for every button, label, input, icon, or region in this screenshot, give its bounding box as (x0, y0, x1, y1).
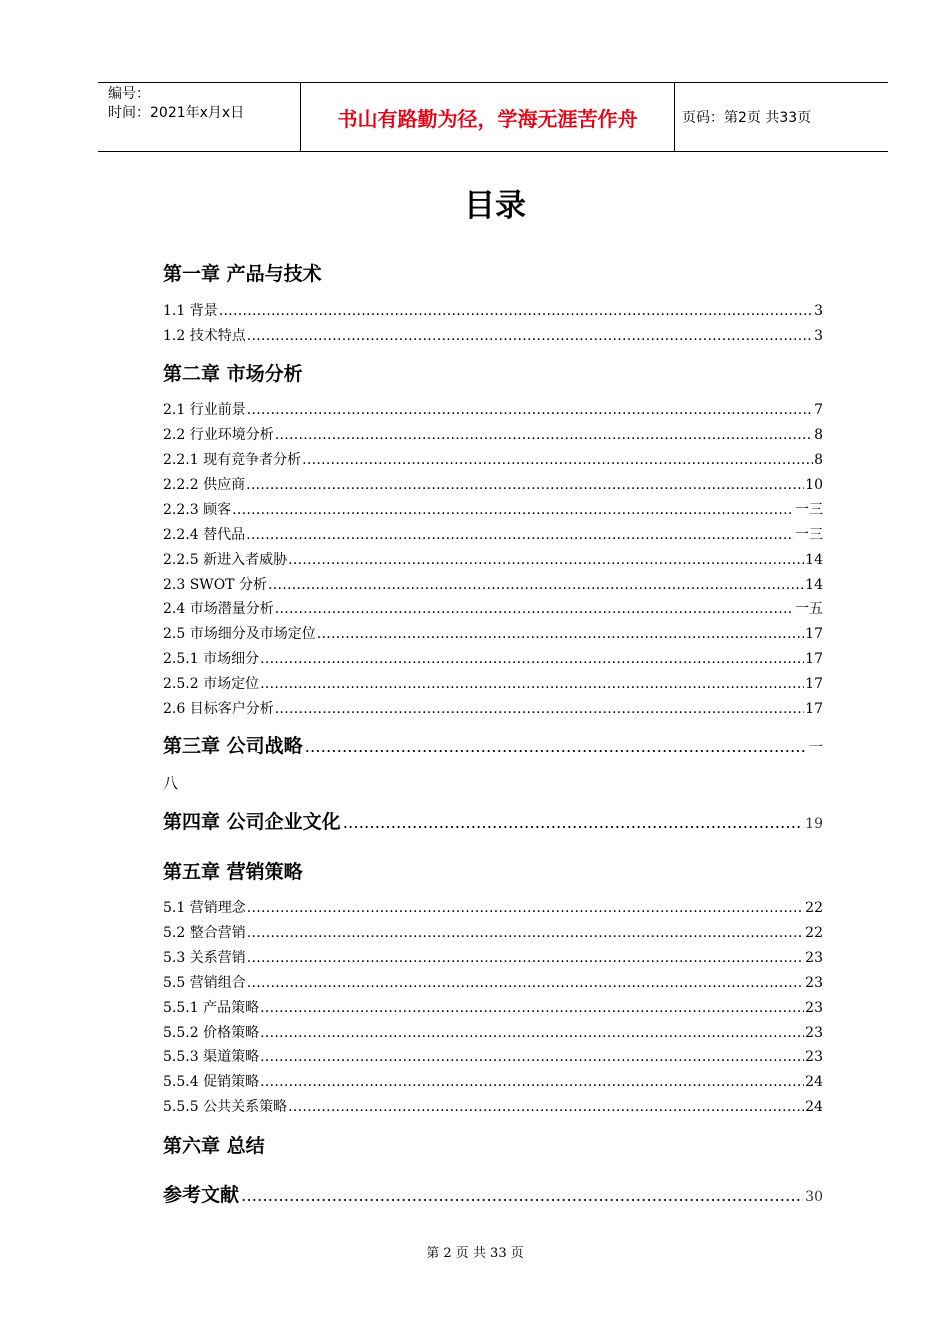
header-motto-cell (300, 83, 675, 151)
toc-entry[interactable] (163, 401, 823, 419)
toc-entry-page: 22 (805, 900, 823, 916)
toc-entry[interactable] (163, 1048, 823, 1066)
toc-entry-label: 2.4 市场潜量分析 (163, 601, 274, 617)
dot-leader (247, 949, 804, 967)
toc-entry-page: 30 (805, 1189, 823, 1205)
toc-entry-page: 一三 (795, 527, 823, 543)
toc-entry-page: 8 (814, 452, 823, 468)
dot-leader (260, 650, 804, 668)
toc-entry[interactable] (163, 974, 823, 992)
toc-entry-label: 5.1 营销理念 (163, 900, 246, 916)
dot-leader (247, 899, 804, 917)
toc-entry-page: 24 (805, 1074, 823, 1090)
dot-leader (260, 1073, 804, 1091)
dot-leader (232, 501, 794, 519)
toc-entry-label: 2.2 行业环境分析 (163, 427, 274, 443)
toc-entry-label: 5.5.5 公共关系策略 (163, 1099, 288, 1115)
dot-leader (247, 924, 804, 942)
toc-entry-label: 2.2.2 供应商 (163, 477, 246, 493)
toc-entry-label: 5.5.4 促销策略 (163, 1074, 260, 1090)
toc-entry-page: 17 (805, 676, 823, 692)
toc-entry-label: 5.5 营销组合 (163, 975, 246, 991)
toc-entry-page: 23 (805, 1025, 823, 1041)
chapter-heading: 第一章 产品与技术 (163, 263, 322, 285)
toc-entry[interactable] (163, 899, 823, 917)
chapter-heading: 第三章 公司战略 (163, 735, 303, 757)
toc-entry[interactable] (163, 526, 823, 544)
dot-leader (246, 476, 804, 494)
toc-chapter-entry[interactable] (163, 734, 823, 758)
dot-leader (260, 675, 804, 693)
toc-entry-page: 一三 (795, 502, 823, 518)
toc-entry[interactable] (163, 999, 823, 1017)
page-header (98, 82, 888, 152)
toc-entry[interactable] (163, 1024, 823, 1042)
toc-entry[interactable] (163, 1073, 823, 1091)
toc-entry-label: 2.1 行业前景 (163, 402, 246, 418)
toc-entry-page: 17 (805, 651, 823, 667)
toc-entry[interactable] (163, 302, 823, 320)
dot-leader (219, 302, 813, 320)
page-title: 目录 (464, 188, 526, 224)
toc-entry-page: 14 (805, 577, 823, 593)
time-label: 时间：2021年x月x日 (108, 105, 245, 121)
dot-leader (305, 737, 807, 756)
dot-leader (288, 1098, 804, 1116)
toc-entry[interactable] (163, 501, 823, 519)
toc-entry[interactable] (163, 675, 823, 693)
toc-entry[interactable] (163, 576, 823, 594)
toc-entry-label: 5.2 整合营销 (163, 925, 246, 941)
toc-entry[interactable] (163, 650, 823, 668)
toc-entry-page: 23 (805, 1049, 823, 1065)
toc-entry-page: 19 (805, 816, 823, 832)
toc-entry[interactable] (163, 924, 823, 942)
toc-entry[interactable] (163, 949, 823, 967)
page-number-label: 页码：第2页 共33页 (682, 110, 812, 126)
toc-chapter-entry[interactable] (163, 810, 823, 834)
dot-leader (275, 600, 794, 618)
toc-entry-label: 1.1 背景 (163, 303, 218, 319)
toc-entry-page: 23 (805, 975, 823, 991)
chapter-heading: 第四章 公司企业文化 (163, 811, 341, 833)
toc-entry[interactable] (163, 426, 823, 444)
toc-entry-page: 17 (805, 701, 823, 717)
toc-entry-label: 5.5.2 价格策略 (163, 1025, 260, 1041)
toc-entry[interactable] (163, 451, 823, 469)
toc-entry-label: 1.2 技术特点 (163, 328, 246, 344)
toc-entry[interactable] (163, 600, 823, 618)
toc-entry[interactable] (163, 1098, 823, 1116)
dot-leader (275, 700, 804, 718)
toc-entry-label: 2.2.3 顾客 (163, 502, 232, 518)
dot-leader (268, 576, 804, 594)
toc-entry-label: 2.2.1 现有竞争者分析 (163, 452, 302, 468)
toc-entry-label: 2.5.1 市场细分 (163, 651, 260, 667)
dot-leader (247, 401, 813, 419)
dot-leader (247, 974, 804, 992)
dot-leader (246, 526, 794, 544)
toc-entry[interactable] (163, 476, 823, 494)
toc-entry-page: 24 (805, 1099, 823, 1115)
toc-entry-label: 5.5.3 渠道策略 (163, 1049, 260, 1065)
dot-leader (260, 1048, 804, 1066)
toc-entry[interactable] (163, 327, 823, 345)
toc-entry-page: 一五 (795, 601, 823, 617)
dot-leader (343, 813, 804, 832)
dot-leader (275, 426, 813, 444)
toc-entry[interactable] (163, 625, 823, 643)
dot-leader (288, 551, 804, 569)
toc-entry-page: 23 (805, 1000, 823, 1016)
toc-entry-page: 3 (814, 303, 823, 319)
toc-entry-label: 2.3 SWOT 分析 (163, 577, 267, 593)
toc-entry-label: 2.6 目标客户分析 (163, 701, 274, 717)
toc-entry-label: 2.2.5 新进入者威胁 (163, 552, 288, 568)
toc-entry-label: 2.2.4 替代品 (163, 527, 246, 543)
dot-leader (241, 1186, 803, 1205)
toc-entry-label: 2.5 市场细分及市场定位 (163, 626, 316, 642)
chapter-heading: 第六章 总结 (163, 1135, 265, 1157)
header-info-cell (98, 83, 300, 151)
chapter-heading: 第五章 营销策略 (163, 861, 303, 883)
toc-entry-label: 5.3 关系营销 (163, 950, 246, 966)
toc-entry[interactable] (163, 551, 823, 569)
toc-entry-label: 5.5.1 产品策略 (163, 1000, 260, 1016)
page-footer: 第 2 页 共 33 页 (426, 1246, 524, 1261)
toc-entry-page: 17 (805, 626, 823, 642)
dot-leader (247, 327, 813, 345)
dot-leader (302, 451, 813, 469)
chapter-heading: 参考文献 (163, 1184, 240, 1206)
toc-entry-page: 22 (805, 925, 823, 941)
toc-entry-page: 3 (814, 328, 823, 344)
toc-entry-page: 23 (805, 950, 823, 966)
toc-chapter-entry[interactable] (163, 1183, 823, 1207)
toc-entry-page: 10 (805, 477, 823, 493)
toc-entry-label: 2.5.2 市场定位 (163, 676, 260, 692)
dot-leader (260, 1024, 804, 1042)
toc-entry[interactable] (163, 700, 823, 718)
chapter-heading: 第二章 市场分析 (163, 363, 303, 385)
toc-entry-page: 8 (814, 427, 823, 443)
toc-entry-page: 一 (809, 740, 823, 756)
toc-entry-page: 7 (814, 402, 823, 418)
motto: 书山有路勤为径，学海无涯苦作舟 (337, 107, 638, 131)
dot-leader (317, 625, 804, 643)
toc-entry-page-wrap: 八 (163, 774, 179, 792)
dot-leader (260, 999, 804, 1017)
doc-number-label: 编号： (108, 86, 150, 102)
header-page-cell (674, 83, 888, 151)
toc-entry-page: 14 (805, 552, 823, 568)
